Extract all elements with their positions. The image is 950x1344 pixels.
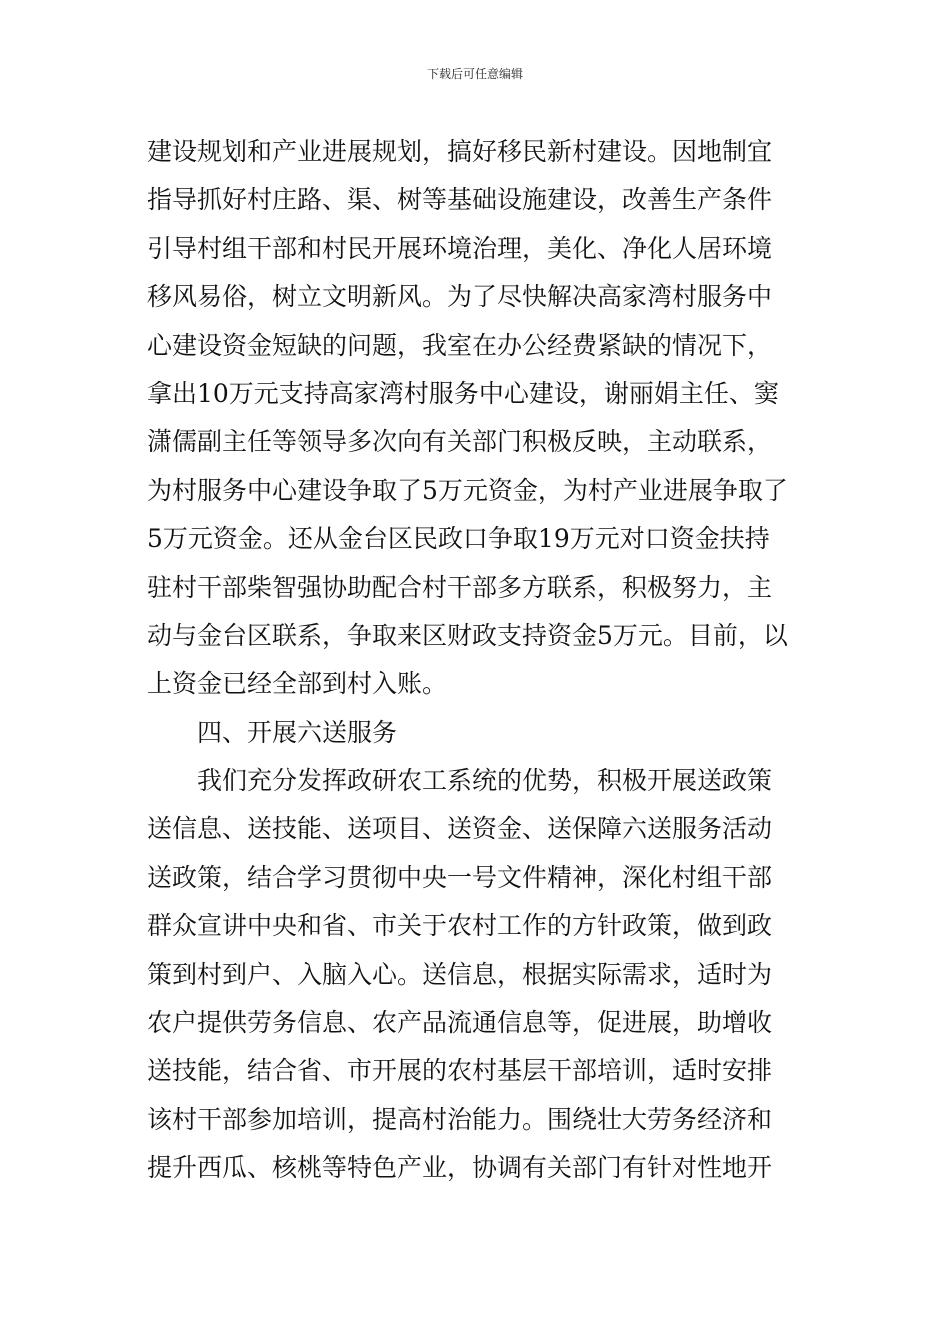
text-line: 动与金台区联系，争取来区财政支持资金5万元。目前，以: [147, 620, 788, 650]
page-header: 下载后可任意编辑: [426, 67, 523, 81]
text-line: 建设规划和产业进展规划，搞好移民新村建设。因地制宜: [147, 137, 773, 166]
text-line: 心建设资金短缺的问题，我室在办公经费紧缺的情况下，: [147, 330, 773, 360]
text-line: 驻村干部柴智强协助配合村干部多方联系，积极努力，主: [147, 572, 773, 602]
text-line: 上资金已经全部到村入账。: [147, 669, 448, 699]
text-line: 农户提供劳务信息、农产品流通信息等，促进展，助增收: [147, 1008, 773, 1038]
text-line: 潇儒副主任等领导多次向有关部门积极反映，主动联系，: [147, 427, 773, 457]
text-line: 群众宣讲中央和省、市关于农村工作的方针政策，做到政: [147, 911, 773, 941]
text-line: 拿出10万元支持高家湾村服务中心建设，谢丽娟主任、窦: [147, 378, 779, 408]
section-heading: 四、开展六送服务: [197, 717, 398, 747]
text-line: 策到村到户、入脑入心。送信息，根据实际需求，适时为: [147, 959, 773, 989]
document-body: [147, 128, 817, 1193]
text-line: 送信息、送技能、送项目、送资金、送保障六送服务活动: [147, 814, 773, 844]
text-line: 5万元资金。还从金台区民政口争取19万元对口资金扶持: [147, 524, 770, 554]
text-line: 送技能，结合省、市开展的农村基层干部培训，适时安排: [147, 1056, 773, 1086]
text-line: 移风易俗，树立文明新风。为了尽快解决高家湾村服务中: [147, 282, 773, 312]
text-line: 指导抓好村庄路、渠、树等基础设施建设，改善生产条件: [147, 185, 773, 215]
text-line: 提升西瓜、核桃等特色产业，协调有关部门有针对性地开: [147, 1153, 773, 1183]
text-line: 引导村组干部和村民开展环境治理，美化、净化人居环境: [147, 233, 773, 263]
text-line: 该村干部参加培训，提高村治能力。围绕壮大劳务经济和: [147, 1104, 773, 1134]
text-line: 送政策，结合学习贯彻中央一号文件精神，深化村组干部: [147, 862, 773, 892]
text-line: 为村服务中心建设争取了5万元资金，为村产业进展争取了: [147, 475, 788, 505]
paragraph-first-line: 我们充分发挥政研农工系统的优势，积极开展送政策: [197, 766, 773, 796]
